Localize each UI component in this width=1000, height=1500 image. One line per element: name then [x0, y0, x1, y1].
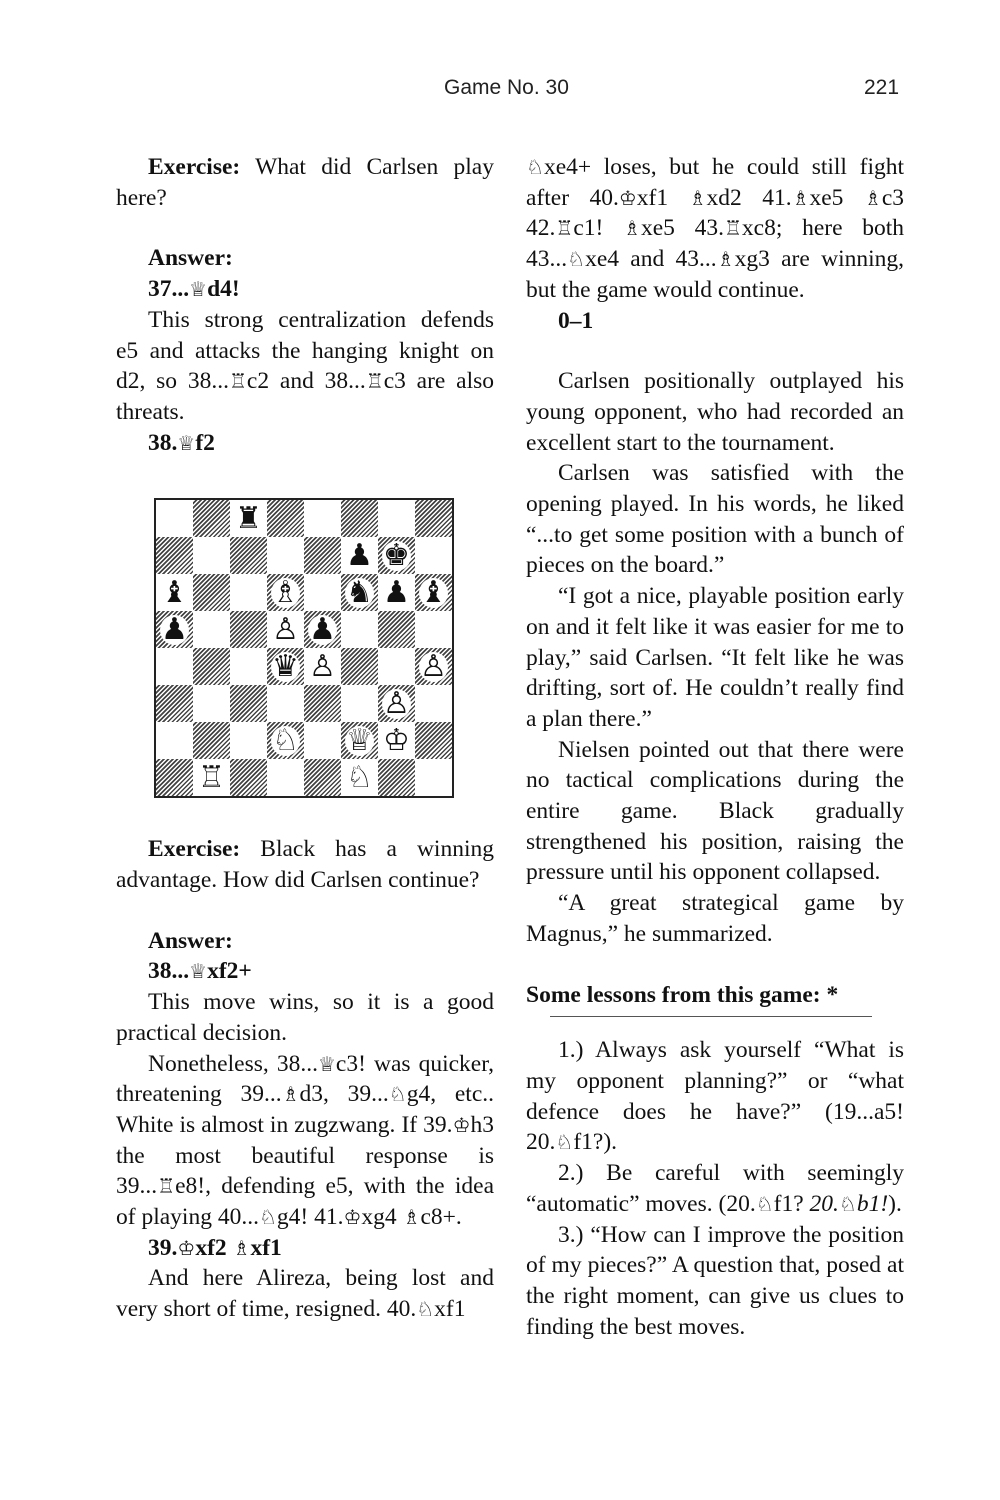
text: g4, etc.. White is almost in zugzwang. If 39. [116, 1081, 495, 1138]
move-text: 37... [148, 276, 190, 303]
paragraph-resigned [116, 1263, 494, 1324]
paragraph-outplayed: Carlsen positionally outplayed his young opponent, who had recorded an excellent start to the tournament. [526, 368, 904, 456]
board-square [341, 537, 378, 574]
paragraph-quote: “I got a nice, playable position early on and it felt like it was easier for me to play,” said Carlsen. “It felt like he was drifting, sort of. He couldn’t really find a plan there.” [526, 583, 904, 732]
text: f1? [773, 1190, 810, 1217]
bishop-icon: ♗ [863, 185, 882, 210]
board-square [304, 648, 341, 685]
page-number: 221 [864, 76, 900, 99]
board-square [267, 648, 304, 685]
board-square [230, 611, 267, 648]
board-square [341, 574, 378, 611]
black-pawn-icon: ♟ [383, 574, 410, 610]
board-square [341, 611, 378, 648]
paragraph-practical: This move wins, so it is a good practical decision. [116, 989, 494, 1046]
board-square [415, 500, 452, 537]
text: b1! [856, 1190, 889, 1217]
board-square [415, 648, 452, 685]
black-bishop-icon: ♝ [420, 574, 447, 610]
paragraph-nonetheless [116, 1049, 494, 1233]
knight-icon: ♘ [555, 1130, 574, 1155]
board-square [304, 722, 341, 759]
board-square [230, 759, 267, 796]
king-icon: ♔ [177, 1235, 196, 1260]
knight-icon: ♘ [258, 1205, 277, 1230]
bishop-icon: ♗ [281, 1082, 300, 1107]
board-square [230, 537, 267, 574]
text: h3 the most beautiful response is 39... [116, 1111, 494, 1200]
move-37 [116, 274, 494, 305]
black-rook-icon: ♜ [235, 500, 262, 536]
white-knight-icon: ♘ [346, 759, 373, 795]
right-column [526, 152, 904, 1342]
board-square [193, 685, 230, 722]
heading-rule [550, 1016, 872, 1017]
text: xe4 and 43... [585, 246, 717, 273]
white-pawn-icon: ♙ [420, 648, 447, 684]
board-square [304, 685, 341, 722]
board-square [156, 611, 193, 648]
knight-icon: ♘ [526, 155, 544, 179]
board-square [193, 722, 230, 759]
bishop-icon: ♗ [232, 1235, 251, 1260]
running-title: Game No. 30 [444, 76, 569, 99]
text: xe5 [809, 184, 864, 211]
text: e8!, defending e5, with the idea of playing 40... [116, 1173, 494, 1231]
black-pawn-icon: ♟ [346, 537, 373, 573]
board-square [267, 759, 304, 796]
board-square [267, 574, 304, 611]
black-bishop-icon: ♝ [161, 574, 188, 610]
rook-icon: ♖ [555, 216, 574, 241]
queen-icon: ♕ [189, 277, 208, 302]
text: xc8; here both 43... [526, 215, 904, 273]
board-square [304, 500, 341, 537]
white-bishop-icon: ♗ [272, 574, 299, 610]
move-38-black [116, 956, 494, 987]
board-square [378, 685, 415, 722]
rook-icon: ♖ [228, 369, 247, 394]
text: d3, 39... [299, 1081, 389, 1108]
text: c8+. [420, 1204, 462, 1231]
board-square [341, 722, 378, 759]
exercise-1 [116, 152, 494, 213]
board-square [230, 574, 267, 611]
knight-icon: ♘ [416, 1297, 435, 1322]
move-39 [116, 1233, 494, 1264]
left-column [116, 152, 494, 1325]
move-text: 38... [148, 958, 190, 985]
paragraph-continuation [526, 152, 904, 306]
answer-label: Answer: [148, 245, 233, 272]
board-square [156, 500, 193, 537]
board-square [378, 574, 415, 611]
board-square [341, 648, 378, 685]
text: 1.) Always ask yourself “What is my opponent planning?” or “what defence does he have?” (19...a5! 20. [526, 1037, 904, 1156]
board-square [304, 537, 341, 574]
running-head [0, 76, 1000, 106]
lesson-2 [526, 1158, 904, 1219]
rook-icon: ♖ [723, 216, 742, 241]
text: xf1 [636, 184, 689, 211]
king-icon: ♔ [618, 185, 637, 210]
board-square [267, 722, 304, 759]
text: 2.) Be careful with seemingly “automatic” moves. (20. [526, 1160, 904, 1217]
board-square [304, 759, 341, 796]
board-square [341, 759, 378, 796]
board-square [341, 500, 378, 537]
paragraph-summary: “A great strategical game by Magnus,” he summarized. [526, 890, 904, 947]
black-king-icon: ♚ [383, 537, 410, 573]
move-text: 39. [148, 1234, 178, 1261]
text: ). [888, 1190, 902, 1217]
board-square [156, 537, 193, 574]
exercise-2 [116, 834, 494, 895]
move-text: 38. [148, 429, 178, 456]
board-square [193, 611, 230, 648]
board-square [415, 759, 452, 796]
move-text: d4! [207, 276, 240, 303]
white-pawn-icon: ♙ [383, 685, 410, 721]
board-square [415, 685, 452, 722]
board-square [230, 500, 267, 537]
exercise-text: Black has a winning advantage. How did Carlsen continue? [116, 836, 494, 894]
text: f1?). [573, 1129, 618, 1156]
board-square [193, 759, 230, 796]
board-square [230, 685, 267, 722]
knight-icon: ♘ [567, 247, 586, 272]
white-king-icon: ♔ [383, 722, 410, 758]
white-rook-icon: ♖ [198, 759, 225, 795]
move-text: f2 [195, 429, 215, 456]
text: And here Alireza, being lost and very short of time, resigned. 40. [116, 1265, 494, 1323]
board-square [415, 722, 452, 759]
board-square [304, 611, 341, 648]
black-pawn-icon: ♟ [161, 611, 188, 647]
board-square [156, 759, 193, 796]
text: 20. [809, 1190, 839, 1217]
white-queen-icon: ♕ [346, 722, 373, 758]
board-square [193, 500, 230, 537]
board-square [378, 500, 415, 537]
knight-icon: ♘ [838, 1191, 857, 1216]
white-knight-icon: ♘ [272, 722, 299, 758]
king-icon: ♔ [452, 1112, 471, 1137]
text: xe5 43. [640, 215, 724, 242]
board-square [267, 537, 304, 574]
board-square [378, 611, 415, 648]
lessons-heading: Some lessons from this game: * [526, 981, 839, 1008]
text: xg3 are winning, but the game would continue. [526, 246, 904, 303]
text: This strong centralization defends e5 and attacks the hanging knight on d2, so 38... [116, 306, 494, 395]
exercise-label: Exercise: [148, 836, 241, 863]
queen-icon: ♕ [177, 430, 196, 455]
black-pawn-icon: ♟ [309, 611, 336, 647]
board-square [267, 500, 304, 537]
chess-diagram [154, 498, 454, 798]
text: c3! was quicker, threatening 39... [116, 1050, 494, 1108]
text: c1! [573, 215, 624, 242]
white-pawn-icon: ♙ [272, 611, 299, 647]
text: Nonetheless, 38... [148, 1050, 318, 1077]
board-square [230, 722, 267, 759]
exercise-label: Exercise: [148, 154, 241, 180]
text: c3 42. [526, 184, 904, 242]
board-square [415, 537, 452, 574]
text: xd2 41. [706, 184, 792, 211]
move-text: xf2+ [207, 958, 252, 985]
black-queen-icon: ♛ [272, 648, 299, 684]
board-square [415, 611, 452, 648]
board-square [267, 685, 304, 722]
move-text: xf2 [195, 1234, 233, 1261]
bishop-icon: ♗ [688, 185, 707, 210]
text: c3 are also threats. [116, 368, 494, 425]
paragraph-satisfied: Carlsen was satisfied with the opening played. In his words, he liked “...to get some position with a bunch of pieces on the board.” [526, 460, 904, 579]
board-square [230, 648, 267, 685]
board-square [193, 574, 230, 611]
text: xf1 [434, 1296, 466, 1323]
game-result: 0–1 [558, 307, 594, 334]
text: c2 and 38... [246, 368, 366, 395]
board-square [156, 648, 193, 685]
queen-icon: ♕ [189, 959, 208, 984]
king-icon: ♔ [343, 1205, 362, 1230]
board-square [415, 574, 452, 611]
text: g4! 41. [276, 1204, 344, 1231]
lesson-1 [526, 1035, 904, 1158]
bishop-icon: ♗ [716, 247, 735, 272]
paragraph-centralization [116, 305, 494, 428]
board-square [193, 648, 230, 685]
board-square [267, 611, 304, 648]
bishop-icon: ♗ [623, 216, 641, 241]
text: xg4 [361, 1204, 403, 1231]
bishop-icon: ♗ [402, 1205, 421, 1230]
bishop-icon: ♗ [791, 185, 810, 210]
lesson-3: 3.) “How can I improve the position of my pieces?” A question that, posed at the right moment, can give us clues to finding the best moves. [526, 1221, 904, 1340]
move-text: xf1 [250, 1234, 282, 1261]
board-square [378, 722, 415, 759]
text: xe4+ loses, but he could still fight after 40. [526, 154, 904, 211]
answer-label: Answer: [148, 927, 233, 954]
knight-icon: ♘ [755, 1191, 774, 1216]
knight-icon: ♘ [388, 1082, 407, 1107]
white-pawn-icon: ♙ [309, 648, 336, 684]
rook-icon: ♖ [157, 1174, 176, 1199]
board-square [378, 759, 415, 796]
exercise-text: What did Carlsen play here? [116, 154, 494, 211]
board-square [378, 648, 415, 685]
board-square [156, 685, 193, 722]
board-square [156, 722, 193, 759]
rook-icon: ♖ [365, 369, 384, 394]
queen-icon: ♕ [317, 1051, 336, 1076]
board-square [193, 537, 230, 574]
board-square [378, 537, 415, 574]
board-square [304, 574, 341, 611]
paragraph-nielsen: Nielsen pointed out that there were no tactical complications during the entire game. Black gradually strengthened his position, raising the pressure until his opponent collapsed. [526, 736, 904, 886]
black-knight-icon: ♞ [346, 574, 373, 610]
board-square [156, 574, 193, 611]
board-square [341, 685, 378, 722]
move-38 [116, 428, 494, 459]
